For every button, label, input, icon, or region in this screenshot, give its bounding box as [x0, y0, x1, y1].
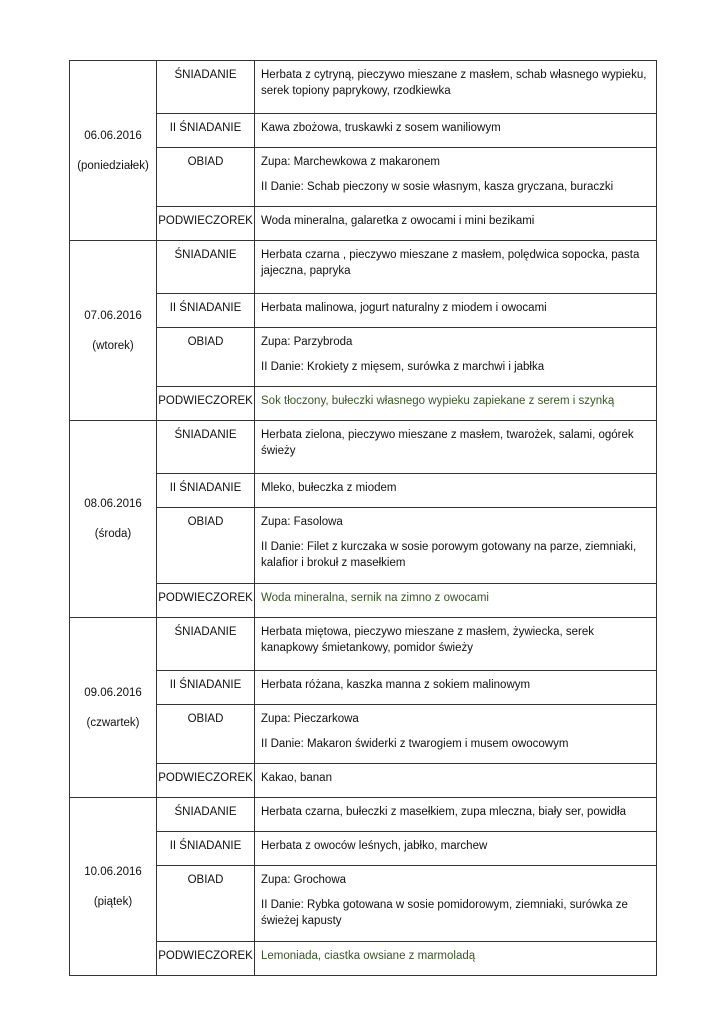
meal-line: Zupa: Parzybroda — [261, 336, 353, 348]
meal-description — [255, 832, 657, 866]
meal-description — [255, 866, 657, 942]
meal-line: Zupa: Grochowa — [261, 874, 347, 886]
meal-line: Zupa: Marchewkowa z makaronem — [261, 156, 440, 168]
meal-description — [255, 474, 657, 508]
day-date: 09.06.2016 — [84, 686, 142, 699]
meal-line: Lemoniada, ciastka owsiane z marmoladą — [261, 950, 476, 962]
meal-label: OBIAD — [157, 866, 255, 942]
meal-label: II ŚNIADANIE — [157, 671, 255, 705]
table-row — [70, 328, 657, 387]
meal-label: II ŚNIADANIE — [157, 832, 255, 866]
meal-description — [255, 207, 657, 241]
table-row — [70, 148, 657, 207]
meal-line: Herbata z owoców leśnych, jabłko, marchew — [261, 840, 488, 852]
table-row — [70, 387, 657, 421]
table-row — [70, 942, 657, 976]
meal-description — [255, 584, 657, 618]
day-cell — [70, 798, 157, 976]
day-name: (wtorek) — [92, 339, 134, 352]
meal-description — [255, 942, 657, 976]
day-cell — [70, 618, 157, 798]
meal-label: ŚNIADANIE — [157, 618, 255, 671]
meal-label: PODWIECZOREK — [157, 764, 255, 798]
meal-line: Woda mineralna, galaretka z owocami i mini bezikami — [261, 215, 535, 227]
day-cell — [70, 61, 157, 241]
meal-description — [255, 387, 657, 421]
meal-line: Herbata czarna, bułeczki z masełkiem, zupa mleczna, biały ser, powidła — [261, 806, 626, 818]
meal-description — [255, 705, 657, 764]
meal-line: Kawa zbożowa, truskawki z sosem waniliowym — [261, 122, 501, 134]
day-cell — [70, 241, 157, 421]
table-row — [70, 474, 657, 508]
day-name: (środa) — [94, 528, 132, 540]
meal-line: Herbata miętowa, pieczywo mieszane z masłem, żywiecka, serek kanapkowy śmietankowy, pomidor świeży — [261, 626, 594, 654]
weekly-menu-table — [69, 60, 657, 976]
meal-label: ŚNIADANIE — [157, 798, 255, 832]
meal-label: ŚNIADANIE — [157, 241, 255, 294]
table-row — [70, 671, 657, 705]
meal-line: II Danie: Makaron świderki z twarogiem i musem owocowym — [261, 738, 569, 750]
day-date: 08.06.2016 — [84, 498, 142, 510]
meal-line: Zupa: Pieczarkowa — [261, 713, 359, 725]
meal-label: ŚNIADANIE — [157, 61, 255, 114]
day-date: 06.06.2016 — [84, 129, 142, 142]
meal-description — [255, 421, 657, 474]
meal-line: Herbata zielona, pieczywo mieszane z masłem, twarożek, salami, ogórek świeży — [261, 429, 634, 457]
meal-description — [255, 241, 657, 294]
table-row — [70, 764, 657, 798]
meal-description — [255, 148, 657, 207]
table-row — [70, 584, 657, 618]
meal-line: Herbata różana, kaszka manna z sokiem malinowym — [261, 679, 531, 691]
table-row — [70, 832, 657, 866]
table-row — [70, 798, 657, 832]
day-cell — [70, 421, 157, 618]
table-row — [70, 421, 657, 474]
meal-line: Herbata malinowa, jogurt naturalny z miodem i owocami — [261, 302, 547, 314]
table-row — [70, 866, 657, 942]
meal-line: II Danie: Filet z kurczaka w sosie porowym gotowany na parze, ziemniaki, kalafior i brokuł z masełkiem — [261, 541, 637, 569]
table-row — [70, 508, 657, 584]
meal-label: OBIAD — [157, 328, 255, 387]
table-row — [70, 207, 657, 241]
meal-line: Kakao, banan — [261, 772, 332, 784]
meal-line: Herbata z cytryną, pieczywo mieszane z masłem, schab własnego wypieku, serek topiony paprykowy, rzodkiewka — [261, 69, 647, 97]
table-row — [70, 618, 657, 671]
meal-label: OBIAD — [157, 705, 255, 764]
meal-line: Sok tłoczony, bułeczki własnego wypieku zapiekane z serem i szynką — [261, 395, 615, 407]
meal-description — [255, 328, 657, 387]
meal-description — [255, 114, 657, 148]
meal-description — [255, 764, 657, 798]
day-name: (czwartek) — [86, 716, 140, 729]
table-row — [70, 241, 657, 294]
meal-line: Zupa: Fasolowa — [261, 516, 343, 528]
meal-label: ŚNIADANIE — [157, 421, 255, 474]
meal-label: PODWIECZOREK — [157, 584, 255, 618]
meal-description — [255, 798, 657, 832]
day-name: (poniedziałek) — [77, 159, 149, 172]
meal-label: OBIAD — [157, 508, 255, 584]
day-name: (piątek) — [93, 895, 133, 908]
meal-line: Woda mineralna, sernik na zimno z owocami — [261, 592, 489, 604]
meal-description — [255, 508, 657, 584]
meal-label: OBIAD — [157, 148, 255, 207]
meal-description — [255, 61, 657, 114]
table-row — [70, 294, 657, 328]
meal-line: II Danie: Rybka gotowana w sosie pomidorowym, ziemniaki, surówka ze świeżej kapusty — [261, 899, 628, 927]
meal-label: PODWIECZOREK — [157, 942, 255, 976]
day-date: 07.06.2016 — [84, 309, 142, 322]
meal-line: II Danie: Schab pieczony w sosie własnym, kasza gryczana, buraczki — [261, 181, 614, 193]
meal-description — [255, 294, 657, 328]
meal-line: Mleko, bułeczka z miodem — [261, 482, 397, 494]
meal-label: PODWIECZOREK — [157, 207, 255, 241]
meal-description — [255, 618, 657, 671]
meal-label: II ŚNIADANIE — [157, 114, 255, 148]
meal-description — [255, 671, 657, 705]
table-row — [70, 705, 657, 764]
table-row — [70, 114, 657, 148]
day-date: 10.06.2016 — [84, 865, 142, 878]
meal-label: II ŚNIADANIE — [157, 294, 255, 328]
meal-label: II ŚNIADANIE — [157, 474, 255, 508]
meal-line: Herbata czarna , pieczywo mieszane z masłem, polędwica sopocka, pasta jajeczna, papryka — [261, 249, 640, 277]
meal-label: PODWIECZOREK — [157, 387, 255, 421]
table-row — [70, 61, 657, 114]
meal-line: II Danie: Krokiety z mięsem, surówka z marchwi i jabłka — [261, 361, 545, 373]
